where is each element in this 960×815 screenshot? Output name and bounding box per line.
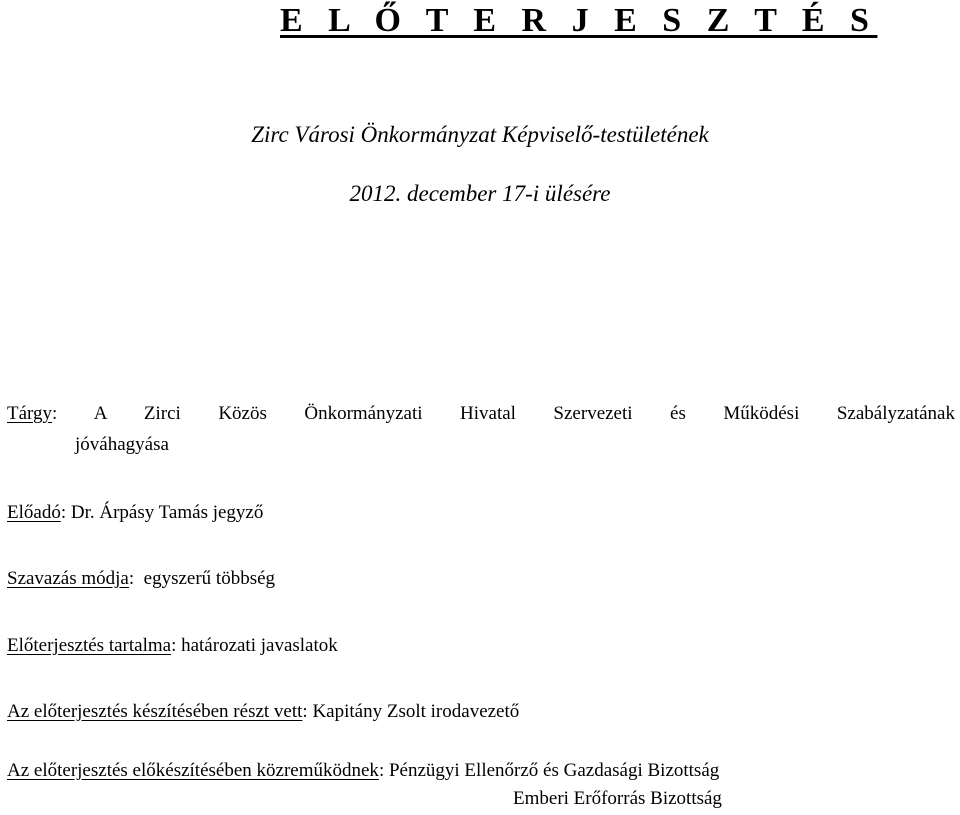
prepared-by-value: Kapitány Zsolt irodavezető: [312, 701, 520, 722]
subtitle-meeting-date: 2012. december 17-i ülésére: [349, 181, 611, 206]
contributors-row: Az előterjesztés előkészítésében közreműködnek: Pénzügyi Ellenőrző és Gazdasági Bizottság: [7, 760, 720, 781]
voting-method-value: egyszerű többség: [143, 568, 276, 589]
presenter-value: Dr. Árpásy Tamás jegyző: [70, 502, 264, 523]
content-row: Előterjesztés tartalma: határozati javaslatok: [7, 635, 338, 656]
prepared-by-row: Az előterjesztés készítésében részt vett: Kapitány Zsolt irodavezető: [7, 701, 520, 722]
presenter-label: Előadó: [7, 502, 61, 523]
prepared-by-label: Az előterjesztés készítésében részt vett: [7, 701, 303, 722]
voting-method-row: Szavazás módja: egyszerű többség: [7, 568, 276, 589]
content-label: Előterjesztés tartalma: [7, 635, 172, 656]
subtitle-council: Zirc Városi Önkormányzat Képviselő-testületének: [251, 122, 709, 147]
contributors-value: Pénzügyi Ellenőrző és Gazdasági Bizottság: [388, 760, 720, 781]
content-value: határozati javaslatok: [181, 635, 338, 656]
voting-method-label: Szavazás módja: [7, 568, 129, 589]
subject-value: A Zirci Közös Önkormányzati Hivatal Szervezeti és Működési Szabályzatának: [93, 403, 955, 424]
subject-value-continued: jóváhagyása: [75, 434, 169, 455]
contributors-value-continued: Emberi Erőforrás Bizottság: [513, 788, 722, 809]
subject-label: Tárgy: [7, 403, 53, 424]
document-title: E L Ő T E R J E S Z T É S: [280, 2, 878, 39]
presenter-row: Előadó: Dr. Árpásy Tamás jegyző: [7, 502, 264, 523]
contributors-label: Az előterjesztés előkészítésében közreműködnek: [7, 760, 379, 781]
subject-row: Tárgy: A Zirci Közös Önkormányzati Hivatal Szervezeti és Működési Szabályzatának: [7, 403, 955, 424]
